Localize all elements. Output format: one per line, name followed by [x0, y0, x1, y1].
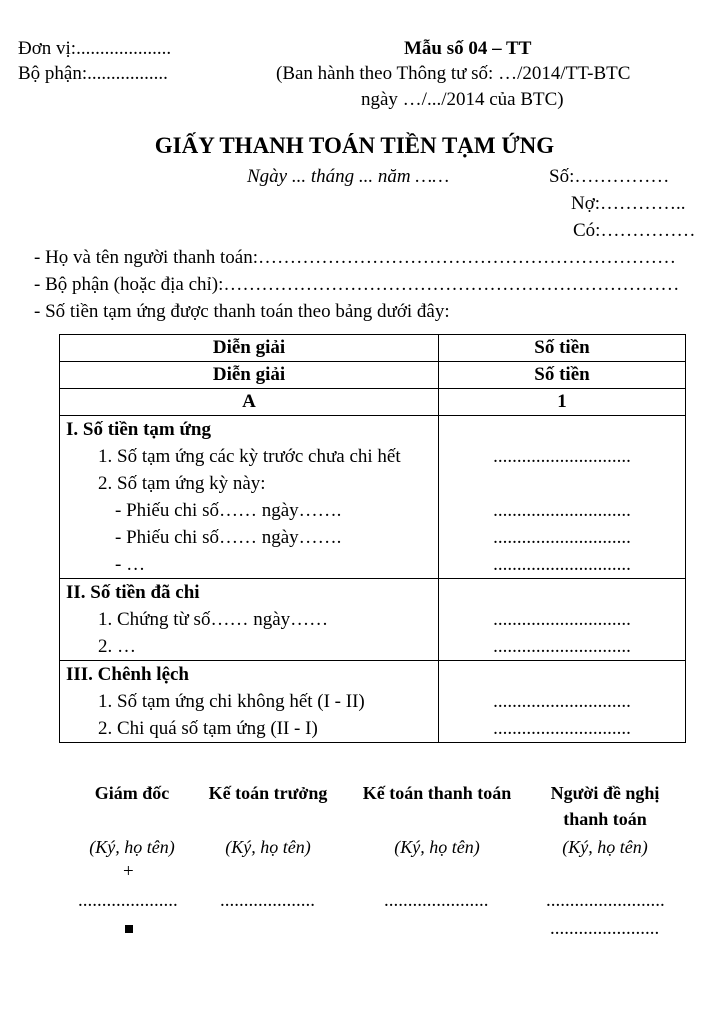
signature-instruction: (Ký, họ tên): [394, 837, 480, 857]
line-item: 1. Số tạm ứng chi không hết (I - II): [98, 691, 365, 712]
signature-instruction: (Ký, họ tên): [225, 837, 311, 857]
line-item: 2. Chi quá số tạm ứng (II - I): [98, 718, 318, 739]
header-amount: Số tiền: [439, 362, 686, 389]
extra-signature-line: .......................: [550, 918, 660, 939]
amount-cell: [439, 416, 685, 443]
section-spent: [60, 579, 686, 661]
table-intro: - Số tiền tạm ứng được thanh toán theo bảng dưới đây:: [34, 301, 450, 322]
signature-line-chief-accountant: ....................: [220, 890, 315, 911]
amount-cell: [439, 661, 685, 688]
line-item: - Phiếu chi số…… ngày…….: [115, 527, 342, 548]
square-bullet-icon: [125, 925, 133, 933]
signature-line-payment-accountant: ......................: [384, 890, 489, 911]
document-title: GIẤY THANH TOÁN TIỀN TẠM ỨNG: [154, 133, 555, 158]
signature-payment-accountant: [352, 780, 522, 860]
document-date: Ngày ... tháng ... năm ……: [247, 166, 450, 187]
section-advance: [60, 416, 686, 579]
line-item: 2. …: [98, 636, 136, 657]
amount-cell: .............................: [493, 527, 631, 548]
amount-cell: .............................: [493, 500, 631, 521]
section-heading: II. Số tiền đã chi: [66, 582, 200, 603]
amount-cell: .............................: [493, 609, 631, 630]
line-item: 1. Số tạm ứng các kỳ trước chưa chi hết: [98, 446, 401, 467]
signature-role: Người đề nghị thanh toán: [550, 783, 660, 829]
signature-role: Kế toán thanh toán: [362, 783, 512, 803]
table-header-row: [60, 362, 686, 389]
signature-instruction: (Ký, họ tên): [562, 837, 648, 857]
settlement-table: [59, 334, 686, 743]
amount-cell: .............................: [493, 691, 631, 712]
header-amount: Số tiền: [439, 335, 686, 362]
signature-chief-accountant: [198, 780, 338, 860]
issued-by-line-1: (Ban hành theo Thông tư số: …/2014/TT-BTC: [276, 63, 631, 84]
signature-requester: [540, 780, 670, 860]
section-heading: I. Số tiền tạm ứng: [66, 419, 211, 440]
payer-department-field: - Bộ phận (hoặc địa chỉ):………………………………………………………………: [34, 274, 680, 295]
table-column-code-row: [60, 389, 686, 416]
form-number: Mẫu số 04 – TT: [404, 38, 532, 59]
amount-cell: .............................: [493, 718, 631, 739]
signature-instruction: (Ký, họ tên): [89, 837, 175, 857]
document-number: Số:……………: [549, 166, 670, 187]
signature-line-requester: .........................: [546, 890, 665, 911]
amount-cell: .............................: [493, 636, 631, 657]
amount-cell: .............................: [493, 446, 631, 467]
debit-field: Nợ:…………..: [571, 193, 686, 214]
table-header-row: [60, 335, 686, 362]
department-field: Bộ phận:.................: [18, 63, 168, 84]
line-item: 1. Chứng từ số…… ngày……: [98, 609, 329, 630]
line-item: - …: [115, 554, 146, 575]
section-difference: [60, 661, 686, 743]
signature-line-director: .....................: [78, 890, 178, 911]
line-item: 2. Số tạm ứng kỳ này:: [98, 473, 266, 494]
amount-cell: .............................: [493, 554, 631, 575]
credit-field: Có:……………: [573, 220, 696, 241]
unit-field: Đơn vị:....................: [18, 38, 172, 59]
amount-cell: [439, 579, 685, 606]
signature-role: Giám đốc: [94, 783, 170, 803]
signature-role: Kế toán trưởng: [208, 783, 328, 803]
plus-mark: +: [123, 861, 134, 882]
header-description: Diễn giải: [60, 362, 439, 389]
payer-name-field: - Họ và tên người thanh toán:…………………………………………………………: [34, 247, 677, 268]
line-item: - Phiếu chi số…… ngày…….: [115, 500, 342, 521]
column-code-1: 1: [439, 389, 686, 416]
signature-director: [72, 780, 192, 860]
section-heading: III. Chênh lệch: [66, 664, 189, 685]
issued-by-line-2: ngày …/.../2014 của BTC): [361, 89, 564, 110]
amount-cell: [439, 470, 685, 497]
header-description: Diễn giải: [60, 335, 439, 362]
column-code-a: A: [60, 389, 439, 416]
